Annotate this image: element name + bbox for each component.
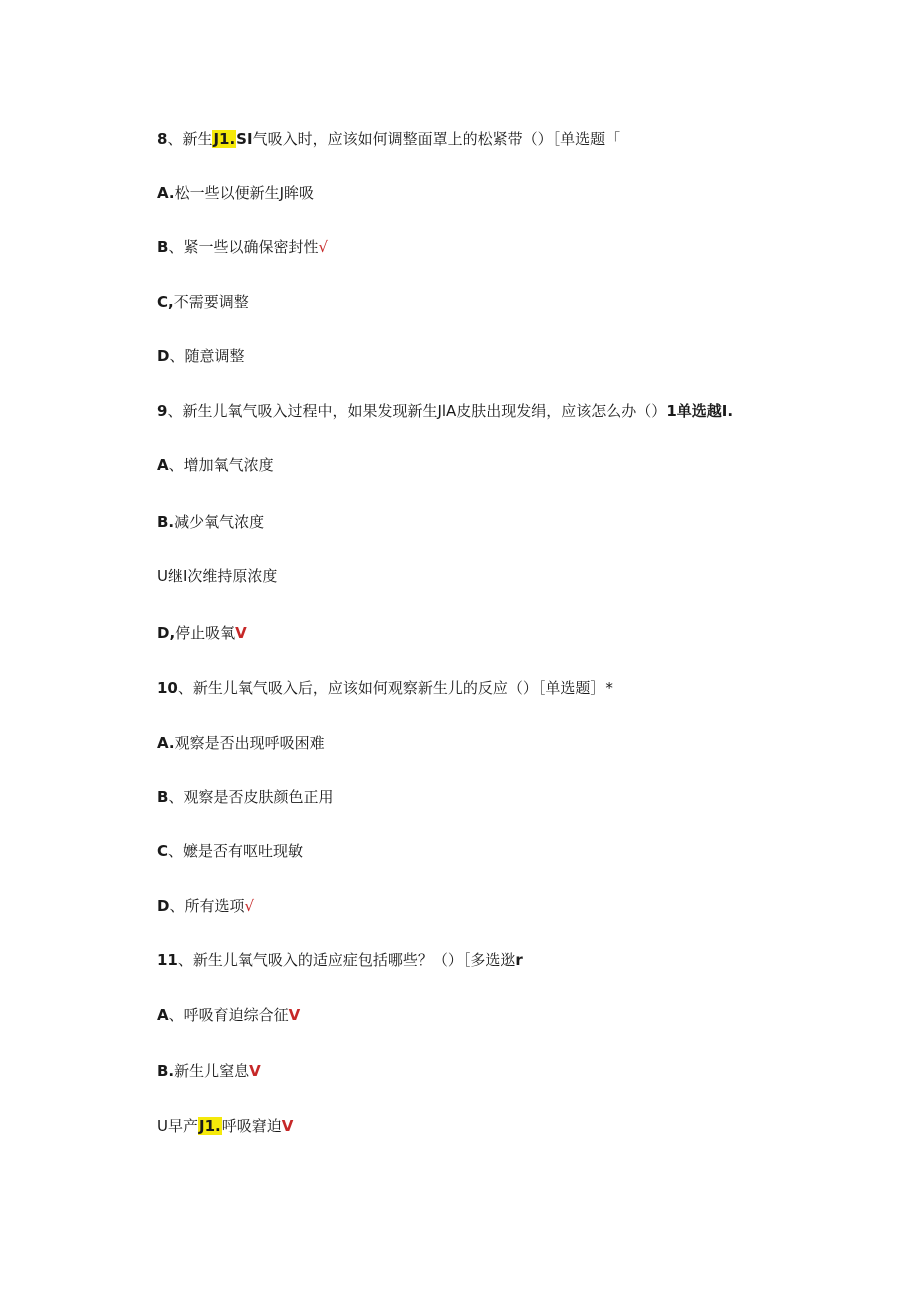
question-text: 、新生儿氧气吸入的适应症包括哪些？（）［多选逖 — [177, 951, 516, 969]
option-text: 、增加氧气浓度 — [168, 456, 274, 474]
option-text: 减少氧气浓度 — [174, 513, 265, 531]
option-b — [157, 237, 328, 257]
option-a — [157, 1005, 300, 1025]
highlighted-text: J1. — [213, 130, 236, 148]
option-c — [157, 841, 303, 861]
correct-mark-icon: V — [281, 1117, 294, 1135]
option-letter: A. — [157, 184, 175, 202]
question-8 — [157, 129, 620, 149]
correct-mark-icon: √ — [318, 238, 329, 256]
option-d — [157, 623, 247, 643]
correct-mark-icon: √ — [244, 897, 255, 915]
option-text: 松一些以便新生J眸吸 — [174, 184, 315, 202]
question-type-label: 1单选越I. — [666, 402, 734, 420]
question-10 — [157, 678, 613, 698]
option-b — [157, 512, 264, 532]
option-c — [157, 292, 249, 312]
question-text-fragment: SI — [236, 130, 253, 148]
option-c — [157, 566, 277, 586]
question-number: 9 — [157, 402, 168, 420]
option-text: 、呼吸育迫综合征 — [168, 1006, 289, 1024]
question-number: 8 — [157, 130, 168, 148]
option-text-cont: 呼吸窘迫 — [221, 1117, 282, 1135]
option-letter: A — [157, 456, 169, 474]
correct-mark-icon: V — [249, 1062, 261, 1080]
option-text: 、所有选项 — [169, 897, 245, 915]
option-letter: U — [157, 1117, 168, 1135]
option-text: 、紧一些以确保密封性 — [168, 238, 319, 256]
option-d — [157, 346, 244, 366]
question-text: 、新生儿氧气吸入后，应该如何观察新生儿的反应（）［单选题］* — [177, 679, 613, 697]
option-text: 不需要调整 — [173, 293, 249, 311]
option-text: 、观察是否皮肤颜色正用 — [168, 788, 334, 806]
question-number: 11 — [157, 951, 178, 969]
option-text: 继I次维持原浓度 — [167, 567, 278, 585]
option-letter: A. — [157, 734, 175, 752]
option-b — [157, 1061, 261, 1081]
option-letter: U — [157, 567, 168, 585]
option-text: 观察是否出现呼吸困难 — [174, 734, 325, 752]
option-text: 、嬷是否有呕吐现敏 — [168, 842, 304, 860]
option-letter: D, — [157, 624, 176, 642]
question-text-cont: lA皮肤出现发绢，应该怎么办（） — [441, 402, 667, 420]
option-d — [157, 896, 254, 916]
question-text: 气吸入时，应该如何调整面罩上的松紧带（）［单选题「 — [252, 130, 621, 148]
option-text: 新生儿窒息 — [174, 1062, 250, 1080]
question-11 — [157, 950, 523, 970]
option-letter: D — [157, 347, 170, 365]
option-letter: C — [157, 842, 169, 860]
option-letter: C, — [157, 293, 174, 311]
option-a — [157, 183, 314, 203]
option-text: 停止吸氧 — [175, 624, 236, 642]
option-letter: D — [157, 897, 170, 915]
correct-mark-icon: V — [235, 624, 247, 642]
option-b — [157, 787, 333, 807]
option-letter: A — [157, 1006, 169, 1024]
option-a — [157, 733, 325, 753]
correct-mark-icon: V — [288, 1006, 301, 1024]
question-9 — [157, 401, 733, 421]
question-number: 10 — [157, 679, 178, 697]
option-text: 早产 — [167, 1117, 198, 1135]
option-letter: B. — [157, 1062, 175, 1080]
question-text: 、新生儿氧气吸入过程中，如果发现新生J — [167, 402, 442, 420]
highlighted-text: J1. — [199, 1117, 221, 1135]
option-letter: B. — [157, 513, 175, 531]
question-text-tail: r — [515, 951, 523, 969]
option-c — [157, 1116, 293, 1136]
option-letter: B — [157, 238, 169, 256]
option-a — [157, 455, 274, 475]
option-text: 、随意调整 — [169, 347, 245, 365]
option-letter: B — [157, 788, 169, 806]
question-text-prefix: 、新生 — [167, 130, 213, 148]
